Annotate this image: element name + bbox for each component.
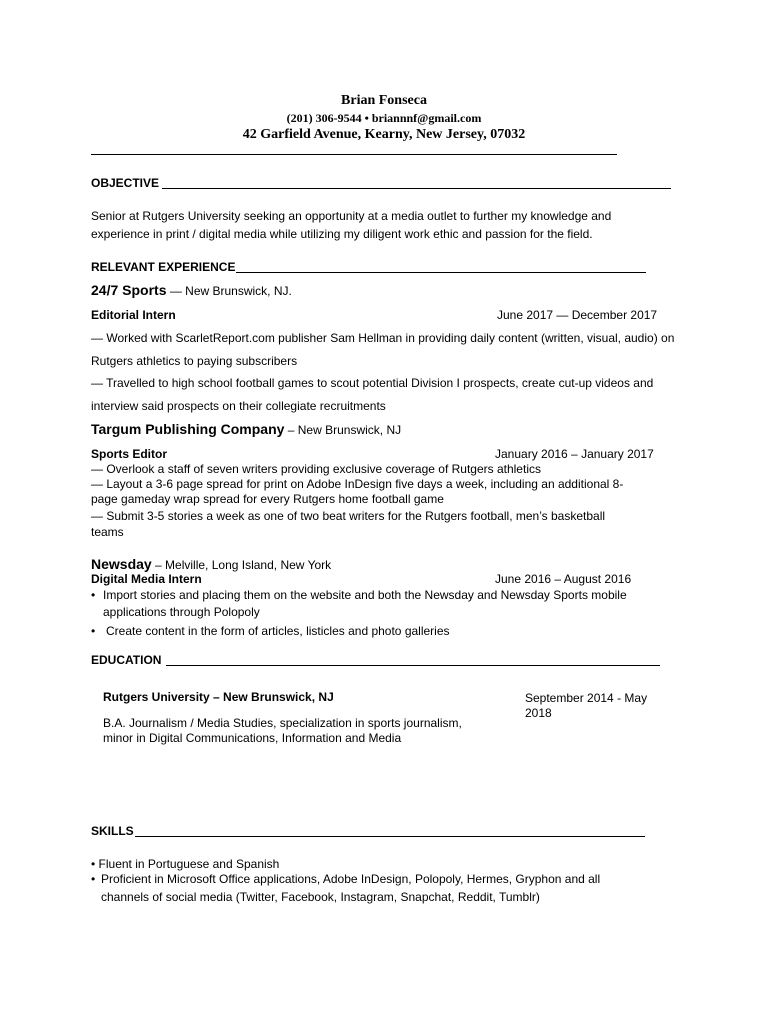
job-2-bullet-3-line-1: — Submit 3-5 stories a week as one of two beat writers for the Rutgers football, men’s basketball xyxy=(91,509,606,523)
education-degree-line-1: B.A. Journalism / Media Studies, specialization in sports journalism, xyxy=(103,716,462,730)
job-2-dates: January 2016 – January 2017 xyxy=(495,447,654,461)
job-2-location: – New Brunswick, NJ xyxy=(284,423,402,437)
job-3-bullet-2: Create content in the form of articles, listicles and photo galleries xyxy=(106,624,450,638)
job-2-bullet-1: — Overlook a staff of seven writers providing exclusive coverage of Rutgers athletics xyxy=(91,462,541,476)
education-heading: EDUCATION xyxy=(91,653,162,667)
job-3-dates: June 2016 – August 2016 xyxy=(495,572,632,586)
job-1-bullet-2-line-2: interview said prospects on their collegiate recruitments xyxy=(91,399,386,413)
skill-2-line-1: Proficient in Microsoft Office applications, Adobe InDesign, Polopoly, Hermes, Gryphon and all xyxy=(101,872,601,886)
job-2-title: Sports Editor xyxy=(91,447,168,461)
education-heading-rule xyxy=(166,665,660,666)
objective-heading-rule xyxy=(162,188,671,189)
contact-line: (201) 306-9544 • briannnf@gmail.com xyxy=(286,111,482,125)
education-dates-line-2: 2018 xyxy=(525,706,552,720)
skill-2-marker: • xyxy=(91,872,96,886)
job-2-bullet-3-line-2: teams xyxy=(91,525,124,539)
job-1-bullet-2-line-1: — Travelled to high school football games to scout potential Division I prospects, create cut-up videos and xyxy=(91,376,654,390)
objective-text-line-1: Senior at Rutgers University seeking an opportunity at a media outlet to further my knowledge and xyxy=(91,209,612,223)
skill-1: • Fluent in Portuguese and Spanish xyxy=(91,857,280,871)
job-1-title: Editorial Intern xyxy=(91,308,176,322)
resume-name: Brian Fonseca xyxy=(341,93,427,108)
job-3-bullet-1-marker: • xyxy=(91,588,96,602)
objective-text-line-2: experience in print / digital media while utilizing my diligent work ethic and passion for the field. xyxy=(91,227,593,241)
header-divider xyxy=(91,154,617,155)
education-degree-line-2: minor in Digital Communications, Information and Media xyxy=(103,731,402,745)
education-dates-line-1: September 2014 - May xyxy=(525,691,648,705)
skills-heading: SKILLS xyxy=(91,824,134,838)
job-1-bullet-1-line-1: — Worked with ScarletReport.com publisher Sam Hellman in providing daily content (written, visual, audio) on xyxy=(91,331,675,345)
job-3-location: – Melville, Long Island, New York xyxy=(151,558,332,572)
job-2-heading xyxy=(91,420,401,439)
job-3-title: Digital Media Intern xyxy=(91,572,202,586)
experience-heading: RELEVANT EXPERIENCE xyxy=(91,260,236,274)
job-2-bullet-2-line-2: page gameday wrap spread for every Rutgers home football game xyxy=(91,492,444,506)
job-1-location: — New Brunswick, NJ. xyxy=(166,284,292,298)
job-2-bullet-2-line-1: — Layout a 3-6 page spread for print on Adobe InDesign five days a week, including an additional 8- xyxy=(91,477,624,491)
job-1-heading xyxy=(91,281,292,300)
job-3-bullet-2-marker: • xyxy=(91,624,96,638)
job-3-bullet-1-line-2: applications through Polopoly xyxy=(103,605,260,619)
job-1-bullet-1-line-2: Rutgers athletics to paying subscribers xyxy=(91,354,298,368)
job-3-bullet-1-line-1: Import stories and placing them on the website and both the Newsday and Newsday Sports mobile xyxy=(103,588,627,602)
objective-heading: OBJECTIVE xyxy=(91,176,160,190)
skill-2-line-2: channels of social media (Twitter, Facebook, Instagram, Snapchat, Reddit, Tumblr) xyxy=(101,890,540,904)
experience-heading-rule xyxy=(236,272,646,273)
skills-heading-rule xyxy=(135,836,645,837)
job-1-org: 24/7 Sports xyxy=(91,282,167,298)
address-line: 42 Garfield Avenue, Kearny, New Jersey, 07032 xyxy=(242,127,526,142)
job-2-org: Targum Publishing Company xyxy=(91,421,285,437)
education-school: Rutgers University – New Brunswick, NJ xyxy=(103,690,334,704)
job-3-org: Newsday xyxy=(91,556,152,572)
job-1-dates: June 2017 — December 2017 xyxy=(497,308,658,322)
